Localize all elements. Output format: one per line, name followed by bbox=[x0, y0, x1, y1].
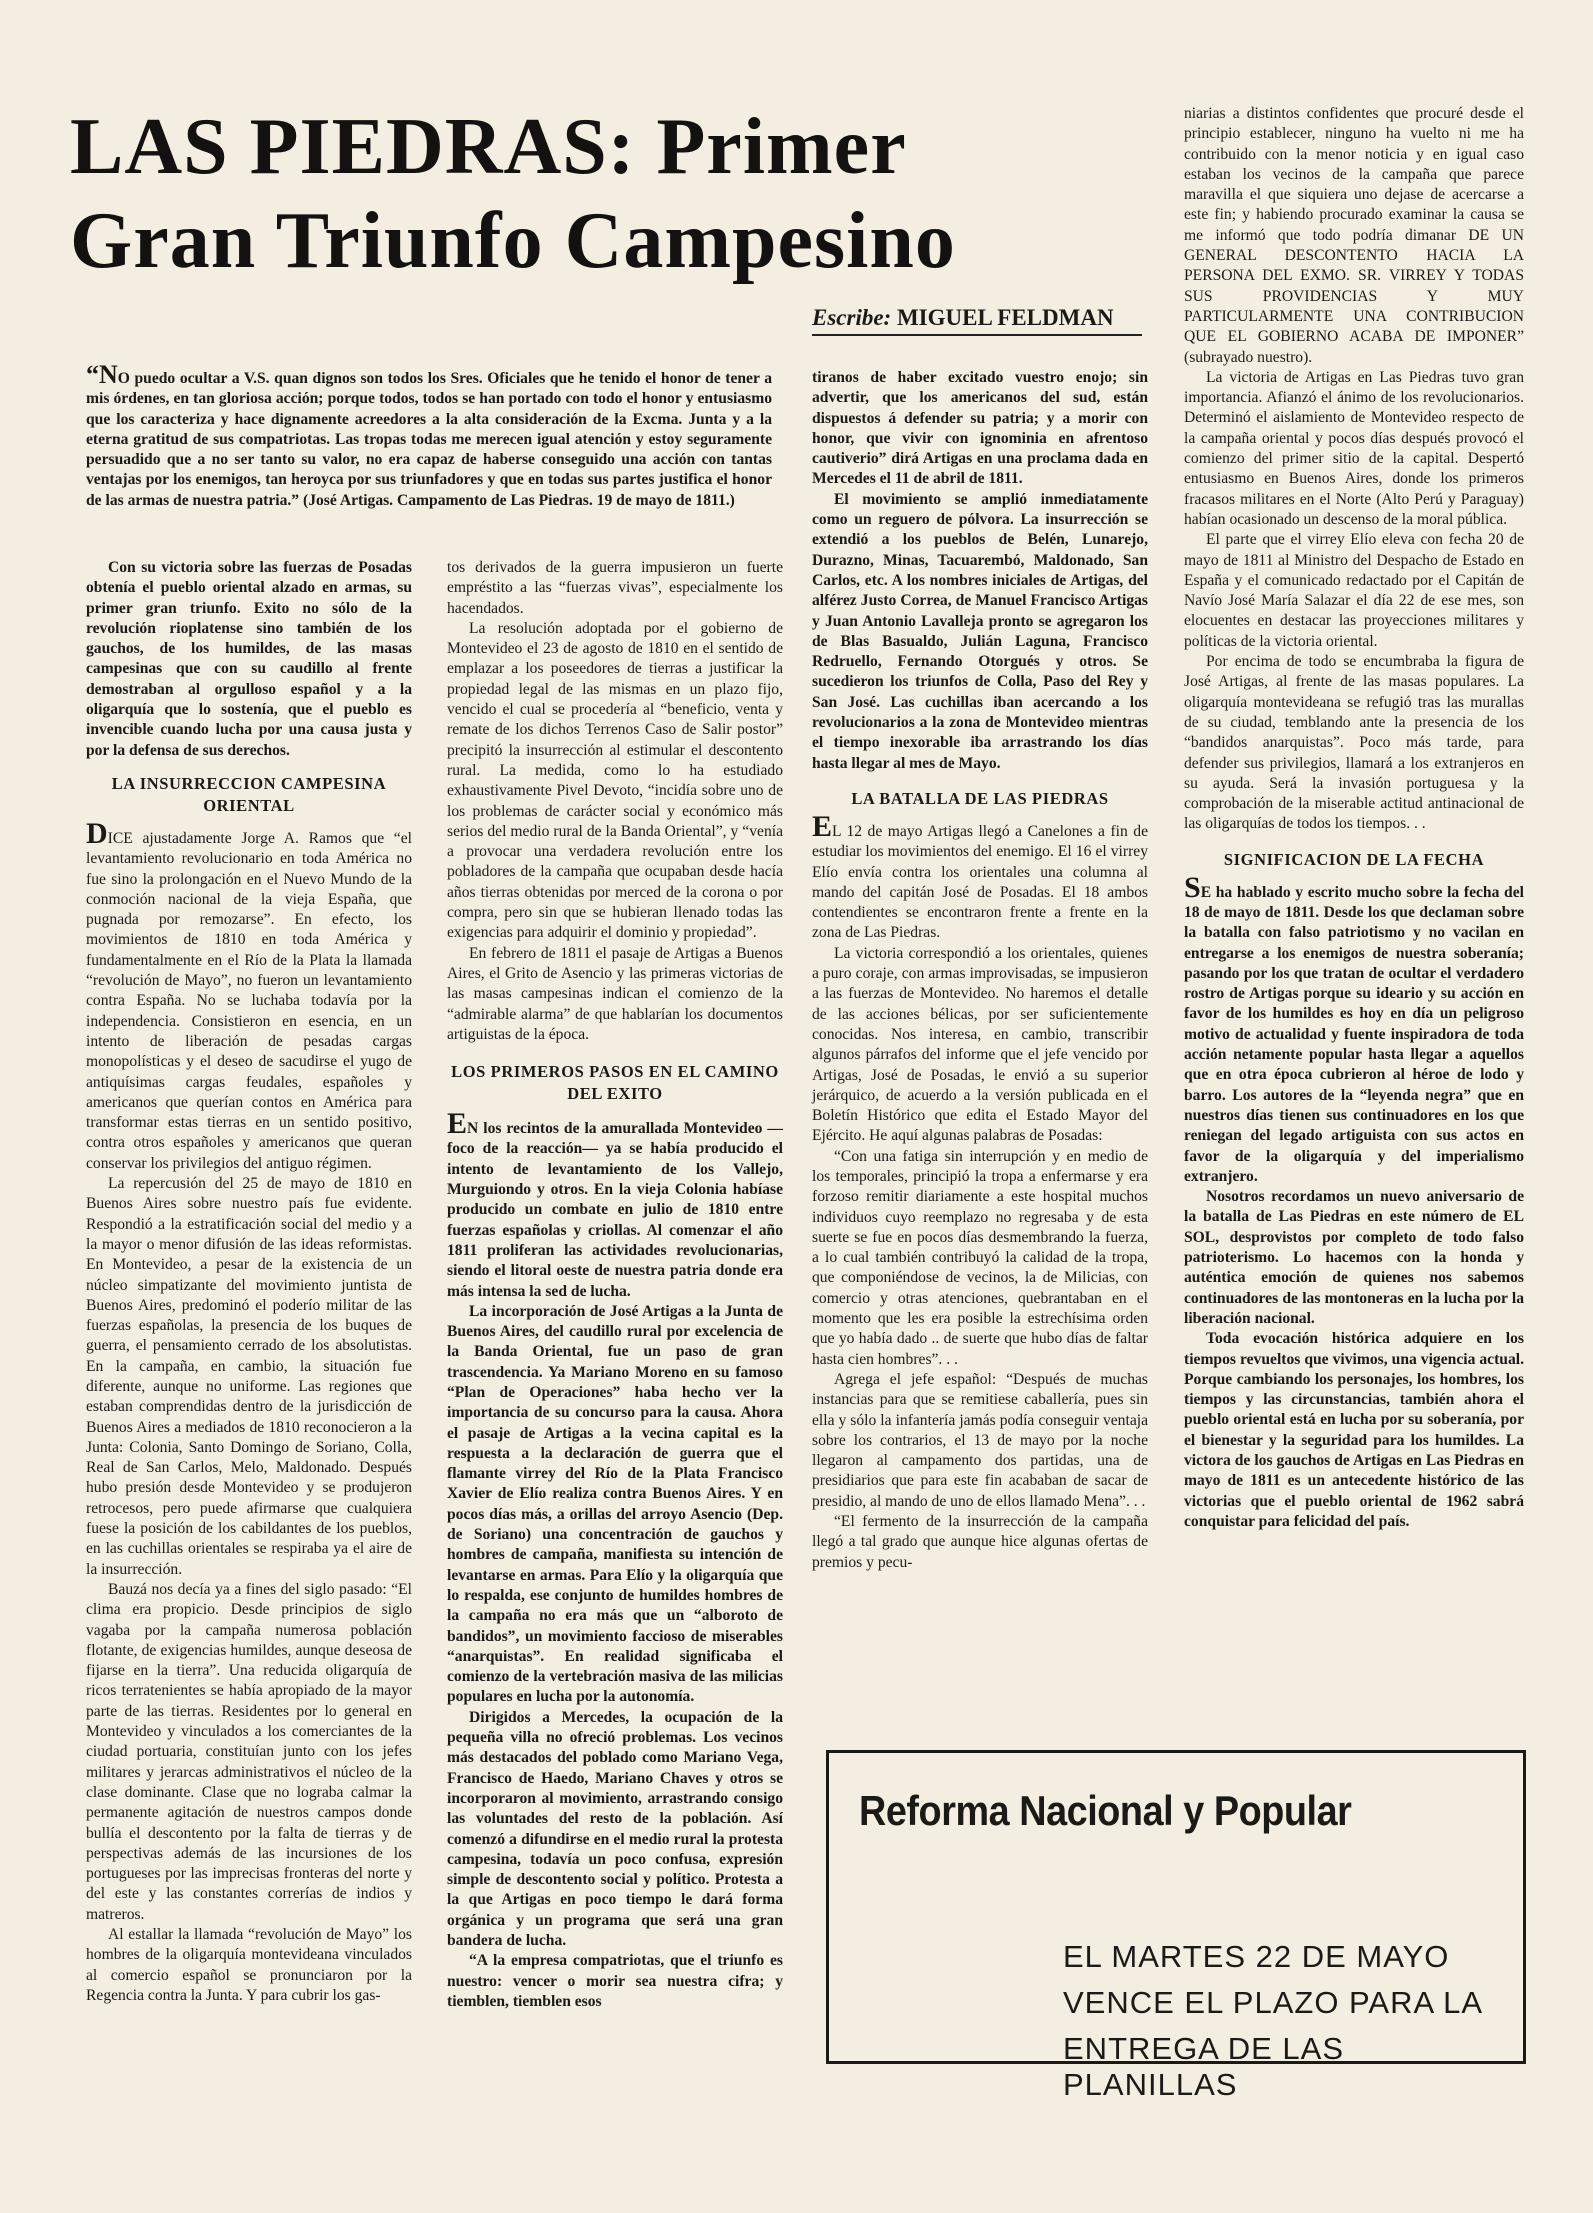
drop-cap: E bbox=[447, 1107, 468, 1141]
paragraph: Dirigidos a Mercedes, la ocupación de la pequeña villa no ofreció problemas. Los vecinos más destacados del poblado como Mariano Vega, Francisco de Haedo, Mariano Chaves y otros se incorporaron al movimiento, arrastrando consigo las voluntades del resto de la población. Así comenzó a difundirse en el medio rural la protesta campesina, todavía un poco confusa, expresión simple de descontento social y político. Protesta a la que Artigas en poco tiempo le dará forma orgánica y un programa que será una gran bandera de lucha. bbox=[447, 1708, 783, 1949]
paragraph: EL 12 de mayo Artigas llegó a Canelones a fin de estudiar los movimientos del enemigo. El 16 el virrey Elío envía contra los orientales una columna al mando del capitán José de Posadas. El 18 ambos contendientes se encontraron frente a frente en la zona de Las Piedras. bbox=[812, 809, 1148, 942]
paragraph: El movimiento se amplió inmediatamente como un reguero de pólvora. La insurrección se extendió a los pueblos de Belén, Lunarejo, Durazno, Minas, Tacuarembó, Maldonado, San Carlos, etc. A los nombres iniciales de Artigas, del alférez Justo Correa, de Manuel Francisco Artigas y Juan Antonio Lavalleja pronto se agregaron los de Blas Basualdo, Julián Laguna, Francisco Redruello, Fernando Otorgués y otros. Se sucedieron los triunfos de Colla, Paso del Rey y San José. Las cuchillas iban acercando a los revolucionarios a la zona de Montevideo mientras el tiempo inexorable iba arrastrando los días hasta llegar al mes de Mayo. bbox=[812, 490, 1148, 772]
paragraph: Agrega el jefe español: “Después de muchas instancias para que se remitiese caballería, pues sin ella y sólo la infantería jamás podía conseguir ventaja sobre los contrarios, el 13 de mayo por la noche llegaron al campamento dos partidas, una de presidiarios que para este fin acababan de sacar de presidio, al mando de uno de ellos llamado Mena”. . . bbox=[812, 1370, 1148, 1510]
heading-batalla: LA BATALLA DE LAS PIEDRAS bbox=[851, 788, 1109, 808]
paragraph: La victoria correspondió a los orientales, quienes a puro coraje, con armas improvisadas, se impusieron a las fuerzas de Montevideo. No haremos el detalle de las acciones bélicas, por ser suficientemente conocidas. Nos interesa, en cambio, transcribir algunos párrafos del informe que el jefe vencido por Artigas, José de Posadas, le envió a su superior jerárquico, de acuerdo a la versión publicada en el Boletín Histórico que edita el Estado Mayor del Ejército. He aquí algunas palabras de Posadas: bbox=[812, 944, 1148, 1145]
paragraph: tiranos de haber excitado vuestro enojo; sin advertir, que los americanos del sud, están dispuestos á defender su patria; y a morir con honor, que vivir con ignominia en afrentoso cautiverio” dirá Artigas en una proclama dada en Mercedes el 11 de abril de 1811. bbox=[812, 369, 1148, 488]
title-line-2: Gran Triunfo Campesino bbox=[70, 197, 956, 285]
reforma-ad-box bbox=[826, 1750, 1526, 2102]
paragraph: DICE ajustadamente Jorge A. Ramos que “el levantamiento revolucionario en toda América no fue sino la prolongación en el Nuevo Mundo de la conmoción nacional de la vieja España, que pugnada por remozarse”. En efecto, los movimientos de 1810 en toda América y fundamentalmente en el Río de la Plata la llamada “revolución de Mayo”, no fueron un levantamiento contra España. No se luchaba todavía por la independencia. Consistieron en esencia, en un intento de liberación de pesadas cargas monopolísticas y el deseo de sacudirse el yugo de antiquísimas cargas feudales, españoles y americanos que querían contos en América para transformar estas tierras en un sentido positivo, contra otros españoles y americanos que queran conservar los privilegios del antiguo régimen. bbox=[86, 816, 412, 1172]
column-4 bbox=[1184, 104, 1524, 1532]
ad-line-3: ENTREGA DE LAS PLANILLAS bbox=[1063, 2031, 1345, 2102]
paragraph: SE ha hablado y escrito mucho sobre la fecha del 18 de mayo de 1811. Desde los que declaman sobre la batalla con falso patriotismo y no vacilan en entregarse a los enemigos de nuestra soberanía; pasando por los que tratan de ocultar el verdadero rostro de Artigas porque su ideario y su acción en favor de los humildes es hoy en día un peligroso motivo de actualidad y fuente inspiradora de toda acción netamente popular hasta llegar a aquellos que en otra época cubrieron al héroe de lodo y barro. Los autores de la “leyenda negra” que en nuestros días tienen sus continuadores en los que reniegan del legado artiguista con sus actos en favor de la oligarquía y del imperialismo extranjero. bbox=[1184, 870, 1524, 1185]
paragraph: Bauzá nos decía ya a fines del siglo pasado: “El clima era propicio. Desde principios de siglo vagaba por la campaña numerosa población flotante, de exigencias humildes, aunque deseosa de fijarse en la tierra”. Una reducida oligarquía de ricos terratenientes se había apropiado de la mayor parte de las tierras. Residentes por lo general en Montevideo y vinculados a los comerciantes de la ciudad portuaria, constituían junto con los jefes militares y jerarcas administrativos el núcleo de la clase dominante. Clase que no lograba calmar la permanente agitación de nuestros campos donde bullía el descontento por la falta de tierras y de perspectivas además de las incursiones de los portugueses por las imprecisas fronteras del norte y del este y las constantes correrías de indios y matreros. bbox=[86, 1580, 412, 1923]
paragraph: La resolución adoptada por el gobierno de Montevideo el 23 de agosto de 1810 en el sentido de emplazar a los poseedores de tierras a justificar la propiedad legal de las mismas en un plazo fijo, vencido el cual se procedería al “beneficio, venta y remate de los dichos Terrenos Caso de Salir postor” precipitó la insurrección al estimular el descontento rural. La medida, como lo ha estudiado exhaustivamente Pivel Devoto, “incidía sobre uno de los problemas de carácter social y económico más serios del medio rural de la Banda Oriental”, y “venía a provocar una verdadera revolución entre los pobladores de la campaña que ocupaban desde hacía años tierras obtenidas por merced de la corona o por compra, pero sin que se hubieran llenado todas las exigencias para adquirir el dominio y propiedad”. bbox=[447, 619, 783, 942]
paragraph: La incorporación de José Artigas a la Junta de Buenos Aires, del caudillo rural por excelencia de la Banda Oriental, fue un paso de gran trascendencia. Ya Mariano Moreno en su famoso “Plan de Operaciones” haba hecho ver la importancia de su concurso para la causa. Ahora el pasaje de Artigas a la vecina capital es la respuesta a la declaración de guerra que el flamante virrey del Río de la Plata Francisco Xavier de Elío realiza contra Buenos Aires. Y en pocos días más, a orillas del arroyo Asencio (Dep. de Soriano) una concentración de gauchos y hombres de campaña, manifiesta su intención de levantarse en armas. Para Elío y la oligarquía que lo respalda, ese conjunto de humildes hombres de la campaña no era más que un “alboroto de bandidos”, un movimiento faccioso de miserables “anarquistas”. En realidad significaba el comienzo de la vertebración masiva de las milicias populares en lucha por la autonomía. bbox=[447, 1302, 783, 1706]
paragraph: Al estallar la llamada “revolución de Mayo” los hombres de la oligarquía montevideana vinculados al comercio español se pronunciaron por la Regencia contra la Junta. Y para cubrir los gas- bbox=[86, 1926, 412, 2004]
bold-section bbox=[812, 368, 1148, 774]
article-title bbox=[70, 100, 1000, 288]
drop-cap: S bbox=[1184, 870, 1201, 904]
bold-section bbox=[447, 1107, 783, 2012]
paragraph: Por encima de todo se encumbraba la figura de José Artigas, al frente de las masas populares. La oligarquía montevideana se refugió tras las murallas de su ciudad, temblando ante la presencia de los “bandidos anarquistas”. Poco más tarde, para defender sus privilegios, llamará a los extranjeros en su ayuda. Será la invasión portuguesa y la comprobación de la miserable actitud antinacional de las oligarquías de todos los tiempos. . . bbox=[1184, 653, 1524, 833]
byline bbox=[812, 305, 1142, 336]
bold-section bbox=[1184, 870, 1524, 1533]
column-2 bbox=[447, 558, 783, 2012]
column-1 bbox=[86, 558, 412, 2006]
paragraph: En febrero de 1811 el pasaje de Artigas a Buenos Aires, el Grito de Asencio y las primeras victorias de las masas campesinas indican el comienzo de la “admirable alarma” de que hablarían los documentos artiguistas de la época. bbox=[447, 944, 783, 1043]
opening-quote bbox=[86, 360, 772, 511]
heading-insurreccion: LA INSURRECCION CAMPESINA ORIENTAL bbox=[111, 773, 387, 815]
paragraph: Nosotros recordamos un nuevo aniversario de la batalla de Las Piedras en este número de EL SOL, desprovistos por completo de todo falso patrioterismo. Lo hacemos con la honda y auténtica emoción de quienes nos sabemos continuadores de las montoneras en la lucha por la liberación nacional. bbox=[1184, 1188, 1524, 1327]
intro-paragraph: Con su victoria sobre las fuerzas de Posadas obtenía el pueblo oriental alzado en armas, su primer gran triunfo. Exito no sólo de la revolución rioplatense sino también de los gauchos, de los humildes, de las masas campesinas que con su caudillo al frente demostraban al orgulloso español y a la oligarquía que lo sostenía, que el pueblo es invencible cuando lucha por una causa justa y por la defensa de sus derechos. bbox=[86, 559, 412, 759]
drop-cap: D bbox=[86, 816, 108, 850]
paragraph: “El fermento de la insurrección de la campaña llegó a tal grado que aunque hice algunas ofertas de premios y pecu- bbox=[812, 1513, 1148, 1571]
paragraph: Toda evocación histórica adquiere en los tiempos revueltos que vivimos, una vigencia actual. Porque cambiando los personajes, los hombres, los tiempos y las circunstancias, también ahora el pueblo oriental está en lucha por su soberanía, por el bienestar y la seguridad para los humildes. La victora de los gauchos de Artigas en Las Piedras en mayo de 1811 es un antecedente histórico de las victorias que el pueblo oriental de 1962 sabrá conquistar para felicidad del país. bbox=[1184, 1330, 1524, 1530]
heading-significacion: SIGNIFICACION DE LA FECHA bbox=[1223, 849, 1485, 869]
paragraph: niarias a distintos confidentes que procuré desde el principio establecer, ninguno ha vuelto ni me ha contribuido con la menor noticia y en igual caso estaban los vecinos de la campaña que parece maravilla el que siquiera uno dejase de acercarse a este fin; y habiendo procurado examinar la causa se me informó que todo podría dimanar DE UN GENERAL DESCONTENTO HACIA LA PERSONA DEL EXMO. SR. VIRREY Y TODAS SUS PROVIDENCIAS Y MUY PARTICULARMENTE UNA CONTRIBUCION QUE EL GOBIERNO ACABA DE IMPONER” (subrayado nuestro). bbox=[1184, 105, 1524, 366]
ad-line-2: VENCE EL PLAZO PARA LA bbox=[1063, 1985, 1483, 2020]
byline-author: MIGUEL FELDMAN bbox=[896, 305, 1114, 330]
paragraph: “Con una fatiga sin interrupción y en medio de los temporales, principió la tropa a enfermarse y era forzoso remitir diariamente a este hospital muchos individuos cuyo reemplazo no regresaba y de esta suerte se fue en pocos días desmembrando la fuerza, a lo cual también contribuyó la calidad de la tropa, que componiéndose de vecinos, la de Milicias, con comercio y otras atenciones, quebrantaban en el momento que les era posible la estrechísima orden que yo había dado .. de suerte que hubo días de faltar hasta cien hombres”. . . bbox=[812, 1147, 1148, 1368]
paragraph: El parte que el virrey Elío eleva con fecha 20 de mayo de 1811 al Ministro del Despacho de Estado en España y el comunicado redactado por el Capitán de Navío José María Salazar el día 22 de ese mes, son elocuentes en destacar las proyecciones militares y políticas de la victoria oriental. bbox=[1184, 531, 1524, 650]
byline-prefix: Escribe: bbox=[812, 305, 892, 330]
paragraph: EN los recintos de la amurallada Montevideo —foco de la reacción— ya se había producido el intento de levantamiento de los Vallejo, Murguiondo y otros. En la vieja Colonia habíase producido un combate en julio de 1810 entre fuerzas españolas y criollas. Al comenzar el año 1811 proliferan las actividades revolucionarias, siendo el litoral oeste de nuestra patria donde era más intensa la sed de lucha. bbox=[447, 1107, 783, 1300]
ad-line-1: EL MARTES 22 DE MAYO bbox=[1063, 1939, 1450, 1974]
column-3 bbox=[812, 368, 1148, 1573]
quote-initial: “N bbox=[86, 360, 118, 389]
paragraph: “A la empresa compatriotas, que el triunfo es nuestro: vencer o morir sea nuestra cifra; y tiemblen, tiemblen esos bbox=[447, 1952, 783, 2010]
drop-cap: E bbox=[812, 809, 833, 843]
paragraph: La repercusión del 25 de mayo de 1810 en Buenos Aires sobre nuestro país fue evidente. Respondió a la estratificación social del medio y a la mayor o menor difusión de las ideas reformistas. En Montevideo, a pesar de la existencia de un núcleo simpatizante del movimiento juntista de Buenos Aires, predominó el poderío militar de las fuerzas españolas, la presencia de los buques de guerra, el pensamiento cerrado de los absolutistas. En la campaña, en cambio, la situación fue diferente, aunque no uniforme. Las regiones que estaban comprendidas dentro de la jurisdicción de Buenos Aires a mediados de 1810 reconocieron a la Junta: Colonia, Santo Domingo de Soriano, Colla, Real de San Carlos, Melo, Maldonado. Después hubo presión desde Montevideo y se produjeron retrocesos, pero puede afirmarse que cualquiera fuese la posición de los cabildantes de los pueblos, en las cuchillas orientales se respiraba ya el aire de la insurrección. bbox=[86, 1175, 412, 1578]
quote-text: O puedo ocultar a V.S. quan dignos son todos los Sres. Oficiales que he tenido el honor de tener a mis órdenes, en tan gloriosa acción; porque todos, todos se han portado con todo el honor y entusiasmo que los caracteriza y hace dignamente acreedores a la alta consideración de la Excma. Junta y a la eterna gratitud de sus compatriotas. Las tropas todas me merecen igual atención y estoy seguramente persuadido que a no ser tanto su valor, no era capaz de haberse conseguido una acción con tantas ventajas por los enemigos, tan heroyca por sus triunfadores y que en todas sus partes justifica el honor de las armas de nuestra patria.” (José Artigas. Campamento de Las Piedras. 19 de mayo de 1811.) bbox=[86, 370, 772, 509]
paragraph: La victoria de Artigas en Las Piedras tuvo gran importancia. Afianzó el ánimo de los revolucionarios. Determinó el aislamiento de Montevideo respecto de la campaña oriental y pocos días después provocó el comienzo del primer sitio de la capital. Despertó entusiasmo en Buenos Aires, donde los primeros fracasos militares en el Norte (Alto Perú y Paraguay) habían ocasionado un descenso de la moral pública. bbox=[1184, 368, 1524, 528]
title-line-1: LAS PIEDRAS: Primer bbox=[70, 103, 907, 191]
paragraph: tos derivados de la guerra impusieron un fuerte empréstito a las “fuerzas vivas”, especialmente los hacendados. bbox=[447, 559, 783, 617]
ad-title: Reforma Nacional y Popular bbox=[859, 1787, 1352, 1834]
heading-primeros-pasos: LOS PRIMEROS PASOS EN EL CAMINO DEL EXITO bbox=[451, 1062, 779, 1104]
